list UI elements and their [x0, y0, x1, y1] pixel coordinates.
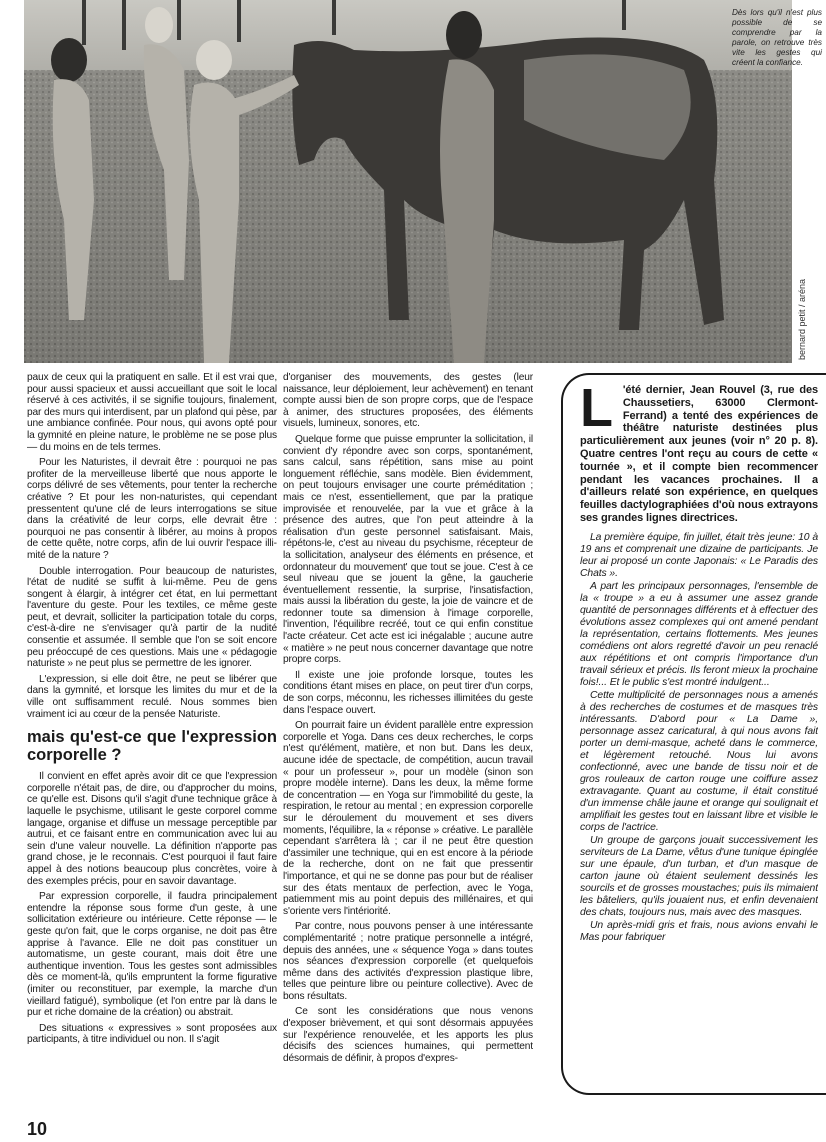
paragraph: Par expression corporelle, il faudra principalement entendre la réponse sous forme d'un geste, à une sollicitation extérieure ou intérieure. Cette réponse — le geste qu'on fait, que le corps organise, ne doit pas être apprise à l'avance. Elle ne doit pas constituer un automatisme, un geste courant, mais doit être une authentique invention. Tous les gestes sont admissibles dès ce moment-là, qu'ils empruntent la forme figurative (imiter ou reconstituer, par exemple, la marche d'un vieillard fatigué), symbolique (et l'on entre par là dans le pur et riche domaine de la création) ou abstrait. [27, 891, 277, 1019]
sidebar-paragraph: Un après-midi gris et frais, nous avions envahi le Mas pour fabriquer [580, 919, 818, 943]
paragraph: Quelque forme que puisse emprunter la sollicitation, il convient d'y répondre avec son corps, spontanément, sans calcul, sans répétition, sans mise au point longuement réfléchie, sans modèle. Bien évidemment, on peut toujours envisager une courte préméditation ; mais ce n'est, essentiellement, que par la pratique improvisée et renouvelée, par la vue et grâce à la présence des autres, que l'on peut atteindre à la réalisation d'un geste personnel satisfaisant. Mais, répétons-le, c'est au niveau du psychisme, récepteur de la sollicitation, analyseur des éléments en présence, et ordonnateur du mouvement' que tout se joue. C'est à ce seul niveau que se jouent la gêne, la gaucherie éventuellement ressentie, la surprise, l'insatisfaction, mais aussi la libération du geste, la joie de vaincre et de redonner toute sa dimension à l'image corporelle, l'invention, l'équilibre recréé, tout ce qui enfin constitue l'acte créateur. Cet acte est ici inégalable ; aucune autre « matière » ne peut nous concerner davantage que notre propre corps. [283, 433, 533, 666]
paragraph: Par contre, nous pouvons penser à une intéressante complémentarité ; notre pratique personnelle a intégré, depuis des années, une « séquence Yoga » dans toutes nos séances d'expression corporelle (et quelquefois même dans des activités d'expression plastique libre, telles que peinture libre ou peinture collective). Avec de bons résultats. [283, 921, 533, 1002]
sidebar-paragraph: La première équipe, fin juillet, était très jeune: 10 à 19 ans et comprenait une dizaine de participants. Je leur ai proposé un conte Japonais: « Le Paradis des Chats ». [580, 531, 818, 579]
paragraph: Ce sont les considérations que nous venons d'exposer brièvement, et qui sont désormais appuyées sur l'expérience renouvelée, et les apports les plus décisifs des sciences humaines, qui permettent désormais de définir, à propos d'expres- [283, 1006, 533, 1064]
photo-illustration [24, 0, 792, 363]
article-column-2 [283, 372, 533, 1134]
photo-credit [797, 250, 809, 360]
sidebar-paragraph: Un groupe de garçons jouait successivement les serviteurs de La Dame, vêtus d'une tunique épinglée sur une épaule, d'un turban, et d'un masque de carton jaune où étaient seulement dessinés les sourcils et de grosses moustaches; puis ils mimaient les bâteliers, qu'ils jouaient nus, et enfin devenaient des chats, toujours nus, mais avec des masques. [580, 834, 818, 918]
paragraph: Pour les Naturistes, il devrait être : pourquoi ne pas profiter de la merveilleuse liberté que nous apporte le corps délivré de ses vêtements, pour tenter la recherche créative ? Et pour les non-naturistes, qui cependant pressentent qu'une clé de leurs interrogations se situe dans la créativité de leur corps, elle devrait être : pourquoi ne pas consentir à libérer, au moins à propos de cette quête, notre corps, afin de lui ouvrir l'espace illimité de la nature ? [27, 457, 277, 561]
paragraph: Des situations « expressives » sont proposées aux participants, à titre individuel ou non. Il s'agit [27, 1022, 277, 1046]
photo-credit-text: bernard petit / aréna [797, 278, 807, 360]
sidebar-intro [580, 384, 818, 525]
paragraph: Il existe une joie profonde lorsque, toutes les conditions étant mises en place, on peut tirer d'un corps, de son corps, méconnu, les richesses illimitées du geste dans l'espace ouvert. [283, 669, 533, 716]
sidebar-paragraph: Cette multiplicité de personnages nous a amenés à des recherches de costumes et de masques très intéressants. D'abord pour « La Dame », personnage assez caricatural, à qui nous avons fait porter un demi-masque, acheté dans le commerce, et légèrement retouché. Nous lui avons confectionné, avec une bande de tissu noir et de gros rouleaux de carton rouge une coiffure assez extravagante. Quant au costume, il était constitué d'un immense châle jaune et orange qui soulignait et amplifiait les gestes tout en laissant libre et visible le corps de l'actrice. [580, 689, 818, 833]
paragraph: L'expression, si elle doit être, ne peut se libérer que dans la gymnité, et lorsque les limites du mur et de la ville ont suffisamment reculé. Nous sommes bien vraiment ici au cœur de la pensée Naturiste. [27, 673, 277, 720]
drop-cap: L [580, 384, 613, 438]
sidebar-paragraph: A part les principaux personnages, l'ensemble de la « troupe » a eu à assumer une assez grande quantité de personnages différents et à effectuer des évolutions assez complexes qui ont amené pendant la représentation, certains flottements. Mes jeunes comédiens ont alors regretté d'avoir un peu renaclé aux répétitions et ont compris l'importance d'un travail sérieux et précis. Ils feront mieux la prochaine fois!... Et le public s'est montré indulgent... [580, 580, 818, 688]
paragraph: d'organiser des mouvements, des gestes (leur naissance, leur déploiement, leur achèvement) en tenant compte aussi bien de son propre corps, que de l'espace à animer, des structures proposées, des éléments visuels, lumineux, sonores, etc. [283, 372, 533, 430]
sidebar-intro-text: 'été dernier, Jean Rouvel (3, rue des Chaussetiers, 63000 Clermont-Ferrand) a tenté des expériences de théâtre naturiste destinées plus particulièrement aux jeunes (voir n° 20 p. 8). Quatre centres l'ont reçu au cours de cette « tournée », et il compte bien recommencer pendant les vacances prochaines. Il a d'ailleurs relaté son expérience, en quelques feuilles dactylographiées d'où nous extrayons ses grandes lignes directrices. [580, 384, 818, 524]
section-heading: mais qu'est-ce que l'expression corporelle ? [27, 728, 277, 765]
paragraph: Double interrogation. Pour beaucoup de naturistes, l'état de nudité se suffit à lui-même. Peu de gens songent à élargir, à intégrer cet état, en lui permettant l'aventure du geste. Pour les textiles, ce même geste peut, et devrait, solliciter la participation totale du corps, c'est-à-dire ne s'envisager qu'à partir de la nudité consentie et assumée. Il semble que l'on se soit encore peu préoccupé de ces questions. Mais une « pédagogie naturiste » ne peut plus se permettre de les ignorer. [27, 565, 277, 670]
sidebar-box [580, 384, 818, 1088]
paragraph: On pourrait faire un évident parallèle entre expression corporelle et Yoga. Dans ces deux recherches, le corps n'est qu'élément, matière, et non but. Dans les deux, aucune idée de spectacle, de compétition, aucun travail « pour un professeur », pour un modèle (sinon son propre modèle interne). Dans les deux, la même forme de concentration — en Yoga sur l'immobilité du geste, la respiration, le retour au mental ; en expression corporelle sur le déroulement du mouvement et ses divers moments, l'équilibre, la « réponse » créative. Le parallèle cependant s'arrêtera là ; car il ne peut être question d'assimiler une technique, qui en est encore à la période de la recherche, dont on ne fait que pressentir l'importance, et qui ne se donne pas pour but de réaliser sur des états mentaux de perfection, avec le Yoga, patiemment mis au point depuis des millénaires, et qui s'oriente vers l'intériorité. [283, 720, 533, 917]
page-number: 10 [27, 1119, 48, 1139]
article-column-1 [27, 372, 277, 1112]
paragraph: paux de ceux qui la pratiquent en salle. Et il est vrai que, pour aussi spacieux et aussi accueillant que soit le local réservé à ces activités, il se signifie toujours, finalement, par des murs qui interdisent, par un plafond qui pèse, par une ambiance confinée. Pour nous, qui avons opté pour la gymnité en pleine nature, le problème ne se pose plus — du moins en de tels termes. [27, 372, 277, 453]
article-photo [24, 0, 792, 363]
photo-caption: Dès lors qu'il n'est plus possible de se comprendre par la parole, on retrouve très vite les gestes qui créent la confiance. [732, 8, 822, 67]
paragraph: Il convient en effet après avoir dit ce que l'expression corporelle n'était pas, de dire, ou d'approcher du moins, ce qu'elle est. Disons qu'il s'agit d'une technique grâce à laquelle le psychisme, utilisant le geste corporel comme langage, organise et diffuse un message perceptible par autrui, et ce faisant entre en communication avec lui au sein d'une valeur nouvelle. La définition n'apporte pas grand chose, je le reconnais. C'est pourquoi il faut faire appel à des notions beaucoup plus concrètes, voire à des exemples précis, pour en savoir davantage. [27, 771, 277, 887]
